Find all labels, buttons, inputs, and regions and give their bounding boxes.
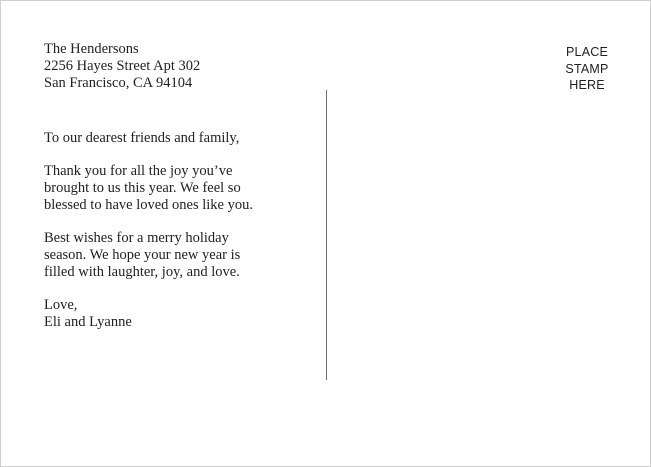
return-address-street: 2256 Hayes Street Apt 302 — [44, 58, 201, 74]
message-greeting: To our dearest friends and family, — [44, 130, 240, 146]
stamp-placeholder — [552, 44, 622, 94]
postcard-divider — [326, 90, 327, 380]
message-line: blessed to have loved ones like you. — [44, 197, 253, 213]
message-line: Thank you for all the joy you’ve — [44, 163, 233, 179]
return-address-name: The Hendersons — [44, 41, 139, 57]
paragraph-gap — [44, 147, 306, 163]
message-line: filled with laughter, joy, and love. — [44, 264, 240, 280]
paragraph-gap — [44, 281, 306, 297]
message-line: Best wishes for a merry holiday — [44, 230, 229, 246]
message-line: season. We hope your new year is — [44, 247, 241, 263]
stamp-line: HERE — [569, 78, 605, 92]
paragraph-gap — [44, 214, 306, 230]
return-address — [44, 41, 200, 92]
stamp-line: STAMP — [565, 61, 609, 76]
message-signature: Eli and Lyanne — [44, 314, 132, 330]
stamp-line: PLACE — [566, 45, 608, 59]
message-closing: Love, — [44, 297, 78, 313]
return-address-city: San Francisco, CA 94104 — [44, 75, 193, 91]
message-line: brought to us this year. We feel so — [44, 180, 241, 196]
message-body — [44, 130, 306, 331]
